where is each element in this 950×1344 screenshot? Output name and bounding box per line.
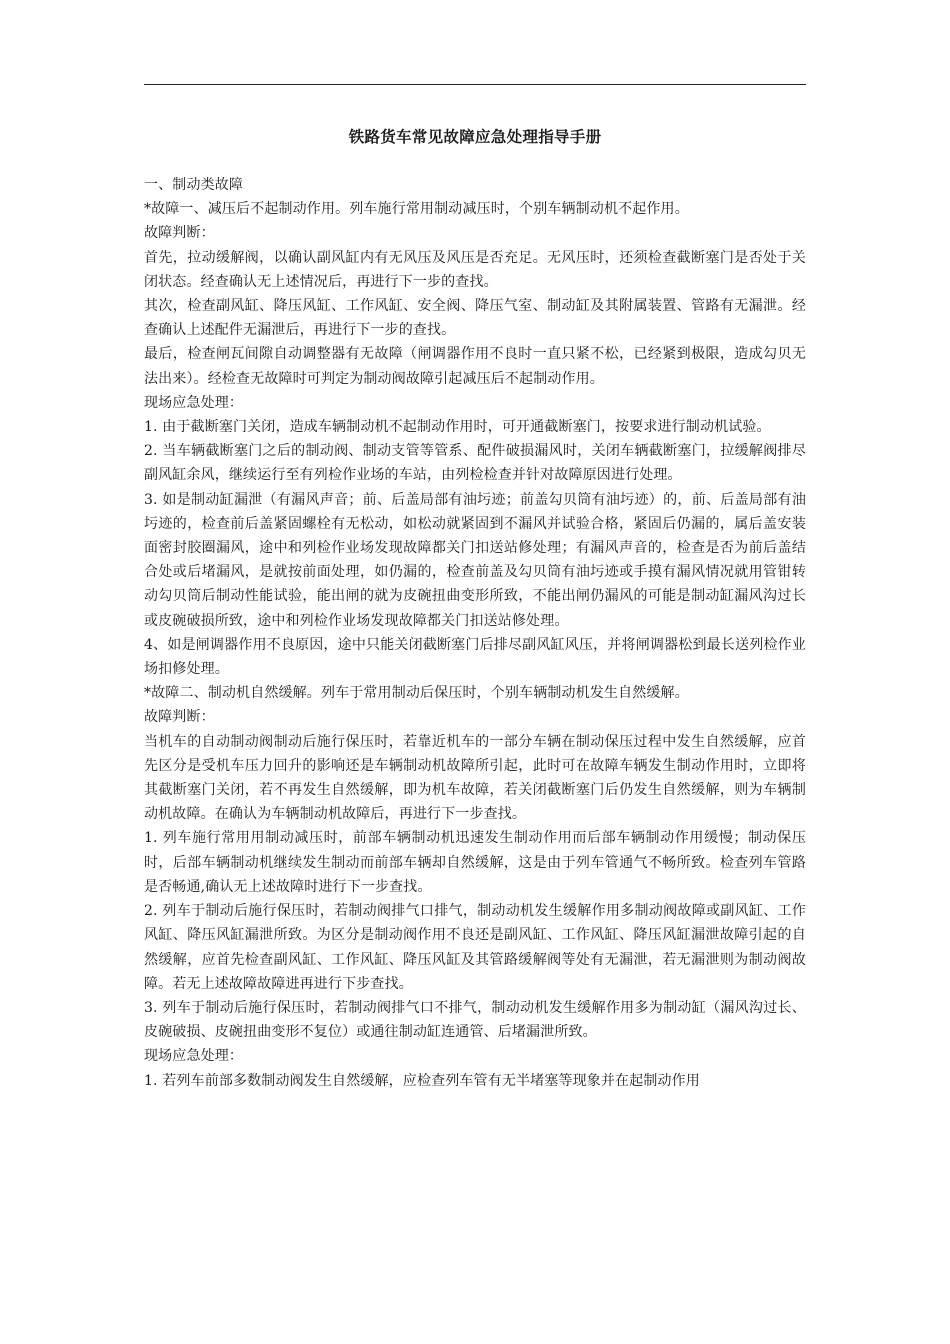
subheading: 故障判断： [144, 225, 215, 242]
paragraph: 其次，检查副风缸、降压风缸、工作风缸、安全阀、降压气室、制动缸及其附属装置、管路有无漏泄。经查确认上述配件无漏泄后，再进行下一步的查找。 [144, 298, 806, 339]
document-title: 铁路货车常见故障应急处理指导手册 [348, 128, 602, 146]
subheading: 现场应急处理： [144, 1048, 244, 1065]
list-item: 1. 由于截断塞门关闭，造成车辆制动机不起制动作用时，可开通截断塞门，按要求进行制动机试验。 [144, 419, 771, 436]
list-item: 2. 列车于制动后施行保压时，若制动阀排气口排气，制动动机发生缓解作用多制动阀故障或副风缸、工作风缸、降压风缸漏泄所致。为区分是制动阀作用不良还是副风缸、工作风缸、降压风缸漏泄故障引起的自然缓解，应首先检查副风缸、工作风缸、降压风缸及其管路缓解阀等处有无漏泄，若无漏泄则为制动阀故障。若无上述故障故障进再进行下步查找。 [144, 903, 806, 992]
paragraph: 首先，拉动缓解阀，以确认副风缸内有无风压及风压是否充足。无风压时，还须检查截断塞门是否处于关闭状态。经查确认无上述情况后，再进行下一步的查找。 [144, 249, 806, 290]
subheading: 现场应急处理： [144, 394, 244, 411]
list-item: 1. 若列车前部多数制动阀发生自然缓解，应检查列车管有无半堵塞等现象并在起制动作用 [144, 1072, 700, 1089]
section-heading: 一、制动类故障 [144, 177, 244, 193]
header-rule [144, 84, 806, 85]
document-body [144, 173, 806, 1093]
fault-heading: *故障二、制动机自然缓解。列车于常用制动后保压时，个别车辆制动机发生自然缓解。 [144, 685, 689, 702]
paragraph: 当机车的自动制动阀制动后施行保压时，若靠近机车的一部分车辆在制动保压过程中发生自然缓解，应首先区分是受机车压力回升的影响还是车辆制动机故障所引起，此时可在故障车辆发生制动作用时，立即将其截断塞门关闭，若不再发生自然缓解，即为机车故障，若关闭截断塞门后仍发生自然缓解，则为车辆制动机故障。在确认为车辆制动机故障后，再进行下一步查找。 [144, 733, 806, 823]
list-item: 3. 列车于制动后施行保压时，若制动阀排气口不排气，制动动机发生缓解作用多为制动缸（漏风沟过长、皮碗破损、皮碗扭曲变形不复位）或通往制动缸连通管、后堵漏泄所致。 [144, 999, 806, 1041]
subheading: 故障判断： [144, 709, 215, 726]
list-item: 2. 当车辆截断塞门之后的制动阀、制动支管等管系、配件破损漏风时，关闭车辆截断塞门，拉缓解阀排尽副风缸余风，继续运行至有列检作业场的车站，由列检检查并针对故障原因进行处理。 [144, 443, 806, 484]
fault-heading: *故障一、减压后不起制动作用。列车施行常用制动减压时，个别车辆制动机不起作用。 [144, 201, 689, 218]
list-item: 1. 列车施行常用用制动减压时，前部车辆制动机迅速发生制动作用而后部车辆制动作用缓慢；制动保压时，后部车辆制动机继续发生制动而前部车辆却自然缓解，这是由于列车管通气不畅所致。检查列车管路是否畅通,确认无上述故障时进行下一步查找。 [144, 830, 806, 895]
list-item: 4、如是闸调器作用不良原因，途中只能关闭截断塞门后排尽副风缸风压，并将闸调器松到最长送列检作业场扣修处理。 [144, 636, 806, 678]
paragraph: 最后，检查闸瓦间隙自动调整器有无故障（闸调器作用不良时一直只紧不松，已经紧到极限，造成勾贝无法出来）。经检查无故障时可判定为制动阀故障引起减压后不起制动作用。 [144, 346, 806, 387]
list-item: 3. 如是制动缸漏泄（有漏风声音；前、后盖局部有油圬迹；前盖勾贝筒有油圬迹）的，前、后盖局部有油圬迹的，检查前后盖紧固螺栓有无松动，如松动就紧固到不漏风并试验合格，紧固后仍漏的，属后盖安装面密封胶圈漏风，途中和列检作业场发现故障都关门扣送站修处理；有漏风声音的，检查是否为前后盖结合处或后堵漏风，是就按前面处理，如仍漏的，检查前盖及勾贝筒有油圬迹或手摸有漏风情况就用管钳转动勾贝筒后制动性能试验，能出闸的就为皮碗扭曲变形所致，不能出闸仍漏风的可能是制动缸漏风沟过长或皮碗破损所致，途中和列检作业场发现故障都关门扣送站修处理。 [144, 491, 806, 629]
